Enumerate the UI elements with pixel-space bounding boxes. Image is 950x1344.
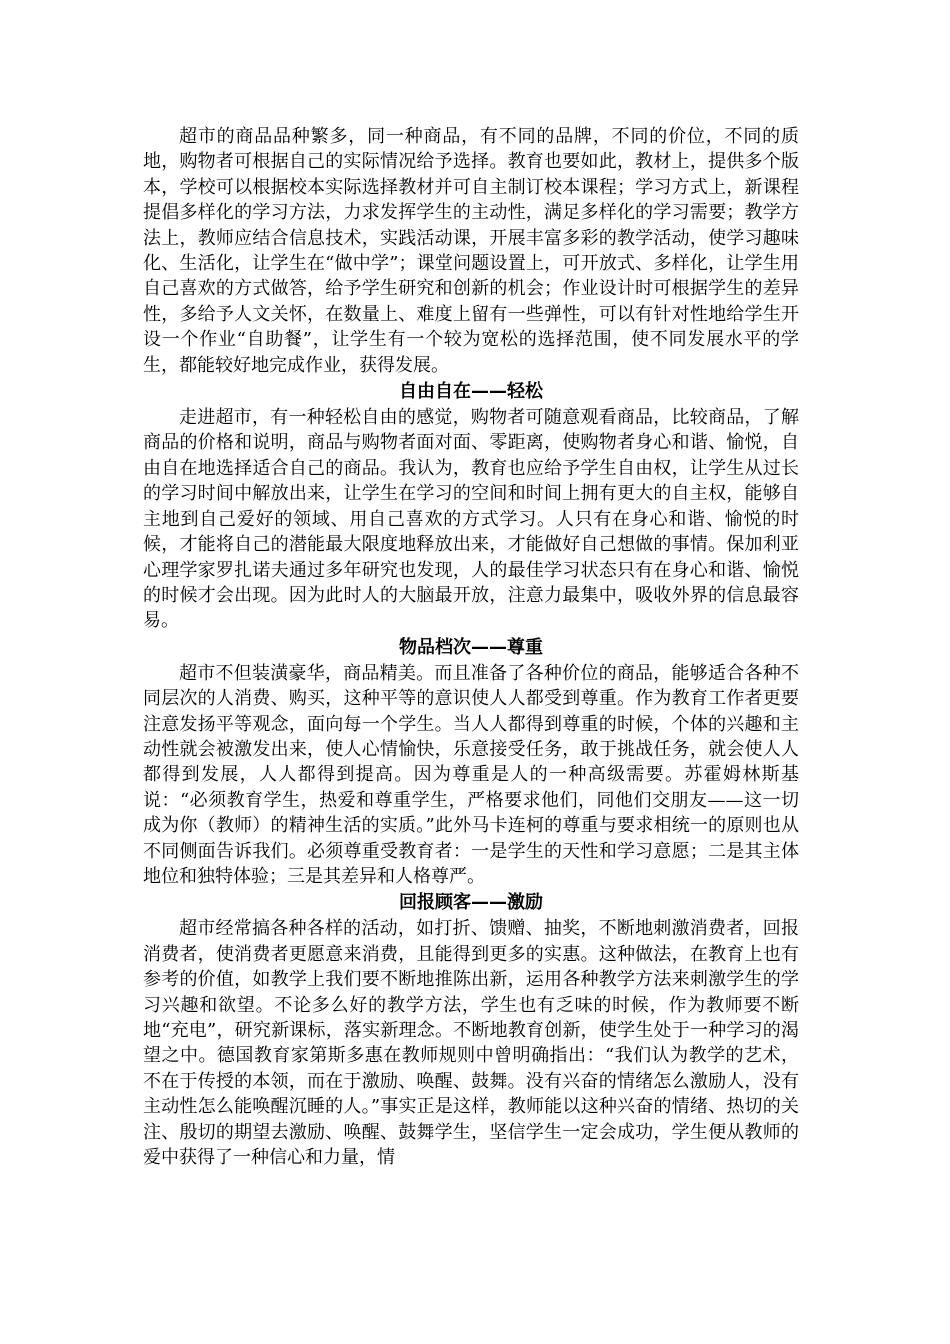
document-page — [143, 124, 799, 1170]
section-heading-motivation: 回报顾客——激励 — [399, 892, 543, 914]
section-body-motivation: 超市经常搞各种各样的活动，如打折、馈赠、抽奖，不断地刺激消费者，回报消费者，使消费者更愿意来消费，且能得到更多的实惠。这种做法，在教育上也有参考的价值，如教学上我们要不断地推陈出新，运用各种教学方法来刺激学生的学习兴趣和欲望。不论多么好的教学方法，学生也有乏味的时候，作为教师要不断地“充电”，研究新课标，落实新理念。不断地教育创新，使学生处于一种学习的渴望之中。德国教育家第斯多惠在教师规则中曾明确指出：“我们认为教学的艺术，不在于传授的本领，而在于激励、唤醒、鼓舞。没有兴奋的情绪怎么激励人，没有主动性怎么能唤醒沉睡的人。”事实正是这样，教师能以这种兴奋的情绪、热切的关注、殷切的期望去激励、唤醒、鼓舞学生，坚信学生一定会成功，学生便从教师的爱中获得了一种信心和力量，情 — [143, 918, 799, 1169]
section-heading-respect: 物品档次——尊重 — [399, 636, 543, 658]
section-body-freedom: 走进超市，有一种轻松自由的感觉，购物者可随意观看商品，比较商品，了解商品的价格和说明，商品与购物者面对面、零距离，使购物者身心和谐、愉悦，自由自在地选择适合自己的商品。我认为，教育也应给予学生自由权，让学生从过长的学习时间中解放出来，让学生在学习的空间和时间上拥有更大的自主权，能够自主地到自己爱好的领域、用自己喜欢的方式学习。人只有在身心和谐、愉悦的时候，才能将自己的潜能最大限度地释放出来，才能做好自己想做的事情。保加利亚心理学家罗扎诺夫通过多年研究也发现，人的最佳学习状态只有在身心和谐、愉悦的时候才会出现。因为此时人的大脑最开放，注意力最集中，吸收外界的信息最容易。 — [143, 407, 799, 632]
intro-paragraph: 超市的商品品种繁多，同一种商品，有不同的品牌，不同的价位，不同的质地，购物者可根据自己的实际情况给予选择。教育也要如此，教材上，提供多个版本，学校可以根据校本实际选择教材并可自主制订校本课程；学习方式上，新课程提倡多样化的学习方法，力求发挥学生的主动性，满足多样化的学习需要；教学方法上，教师应结合信息技术，实践活动课，开展丰富多彩的教学活动，使学习趣味化、生活化，让学生在“做中学”；课堂问题设置上，可开放式、多样化，让学生用自己喜欢的方式做答，给予学生研究和创新的机会；作业设计时可根据学生的差异性，多给予人文关怀，在数量上、难度上留有一些弹性，可以有针对性地给学生开设一个作业“自助餐”，让学生有一个较为宽松的选择范围，使不同发展水平的学生，都能较好地完成作业，获得发展。 — [143, 126, 799, 376]
section-body-respect: 超市不但装潢豪华，商品精美。而且准备了各种价位的商品，能够适合各种不同层次的人消费、购买，这种平等的意识使人人都受到尊重。作为教育工作者更要注意发扬平等观念，面向每一个学生。当人人都得到尊重的时候，个体的兴趣和主动性就会被激发出来，使人心情愉快，乐意接受任务，敢于挑战任务，就会使人人都得到发展，人人都得到提高。因为尊重是人的一种高级需要。苏霍姆林斯基说：“必须教育学生，热爱和尊重学生，严格要求他们，同他们交朋友——这一切成为你（教师）的精神生活的实质。”此外马卡连柯的尊重与要求相统一的原则也从不同侧面告诉我们。必须尊重受教育者：一是学生的天性和学习意愿；二是其主体地位和独特体验；三是其差异和人格尊严。 — [143, 662, 799, 887]
section-heading-freedom: 自由自在——轻松 — [399, 381, 543, 403]
